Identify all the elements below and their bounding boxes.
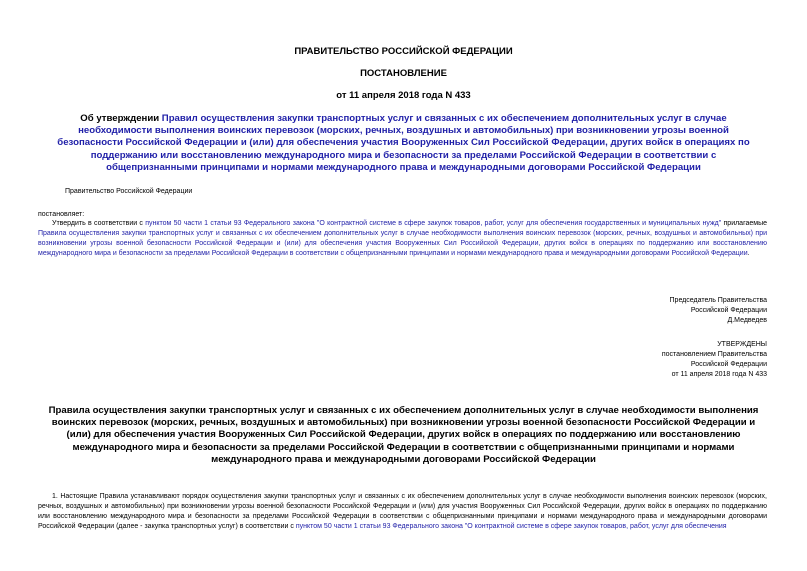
approval-heading: УТВЕРЖДЕНЫ — [717, 341, 767, 348]
law-article-link[interactable]: пунктом 50 части 1 статьи 93 Федерального закона "О контрактной системе в сфере закупок товаров, работ, услуг для обеспечения — [295, 523, 727, 530]
para-text: . — [747, 250, 750, 257]
para-text: прилагаемые — [721, 220, 767, 227]
issuing-body: Правительство Российской Федерации — [65, 188, 193, 195]
law-article-link[interactable]: пунктом 50 части 1 статьи 93 Федерального закона "О контрактной системе в сфере закупок товаров, работ, услуг для обеспечения государственных и муниципальных нужд" — [145, 220, 722, 227]
approval-block — [662, 340, 767, 380]
government-header: ПРАВИТЕЛЬСТВО РОССИЙСКОЙ ФЕДЕРАЦИИ — [294, 46, 513, 57]
decrees-label: постановляет: — [38, 211, 85, 218]
signature-position: Председатель Правительства — [669, 297, 767, 304]
document-title — [50, 113, 757, 174]
document-date: от 11 апреля 2018 года N 433 — [336, 90, 471, 101]
rules-link[interactable]: Правила осуществления закупки транспортных услуг и связанных с их обеспечением дополнительных услуг в случае необходимости выполнения воинских перевозок (морских, речных, воздушных и автомобильных) при возникновении угрозы военной безопасности Российской Федерации и (или) для обеспечения участия Вооруженных Сил Российской Федерации, других войск в операциях по поддержанию или восстановлению международного мира и безопасности за пределами Российской Федерации в соответствии с общепризнанными принципами и нормами международного права и международными договорами Российской Федерации — [38, 230, 767, 257]
rules-paragraph-1 — [38, 492, 767, 532]
title-prefix: Об утверждении — [80, 113, 162, 124]
signature-name: Д.Медведев — [727, 317, 767, 324]
decree-paragraph — [38, 219, 767, 259]
rules-title: Правила осуществления закупки транспортных услуг и связанных с их обеспечением дополнительных услуг в случае необходимости выполнения воинских перевозок (морских, речных, воздушных и автомобильных) при возникновении угрозы военной безопасности Российской Федерации и (или) для обеспечения участия Вооруженных Сил Российской Федерации, других войск в операциях по поддержанию или восстановлению международного мира и безопасности за пределами Российской Федерации в соответствии с общепризнанными принципами и нормами международного права и международными договорами Российской Федерации — [48, 405, 759, 465]
approval-date: от 11 апреля 2018 года N 433 — [671, 371, 767, 378]
para-text: 1. Настоящие Правила устанавливают порядок осуществления закупки транспортных услуг и связанных с их обеспечением дополнительных услуг в случае необходимости выполнения воинских перевозок (морских, речных, воздушных и автомобильных) при возникновении угрозы военной безопасности Российской Федерации и (или) для участия Вооруженных Сил Российской Федерации, других войск в операциях по поддержанию или восстановлению международного мира и безопасности за пределами Российской Федерации в соответствии с общепризнанными принципами и нормами международного права и международными договорами Российской Федерации (далее - закупка транспортных услуг) в соответствии с — [38, 493, 767, 530]
para-text: Утвердить в соответствии с — [52, 220, 146, 227]
title-rules-link[interactable]: Правил осуществления закупки транспортных услуг и связанных с их обеспечением дополнительных услуг в случае необходимости выполнения воинских перевозок (морских, речных, воздушных и автомобильных) при возникновении угрозы военной безопасности Российской Федерации и (или) для обеспечения участия Вооруженных Сил Российской Федерации, других войск в операциях по поддержанию или восстановлению международного мира и безопасности за пределами Российской Федерации в соответствии с общепризнанными принципами и нормами международного права и международными договорами Российской Федерации — [57, 113, 750, 173]
signature-country: Российской Федерации — [690, 307, 767, 314]
signature-block — [670, 296, 767, 326]
approval-country: Российской Федерации — [690, 361, 767, 368]
document-type: ПОСТАНОВЛЕНИЕ — [360, 68, 447, 79]
approval-by: постановлением Правительства — [661, 351, 767, 358]
